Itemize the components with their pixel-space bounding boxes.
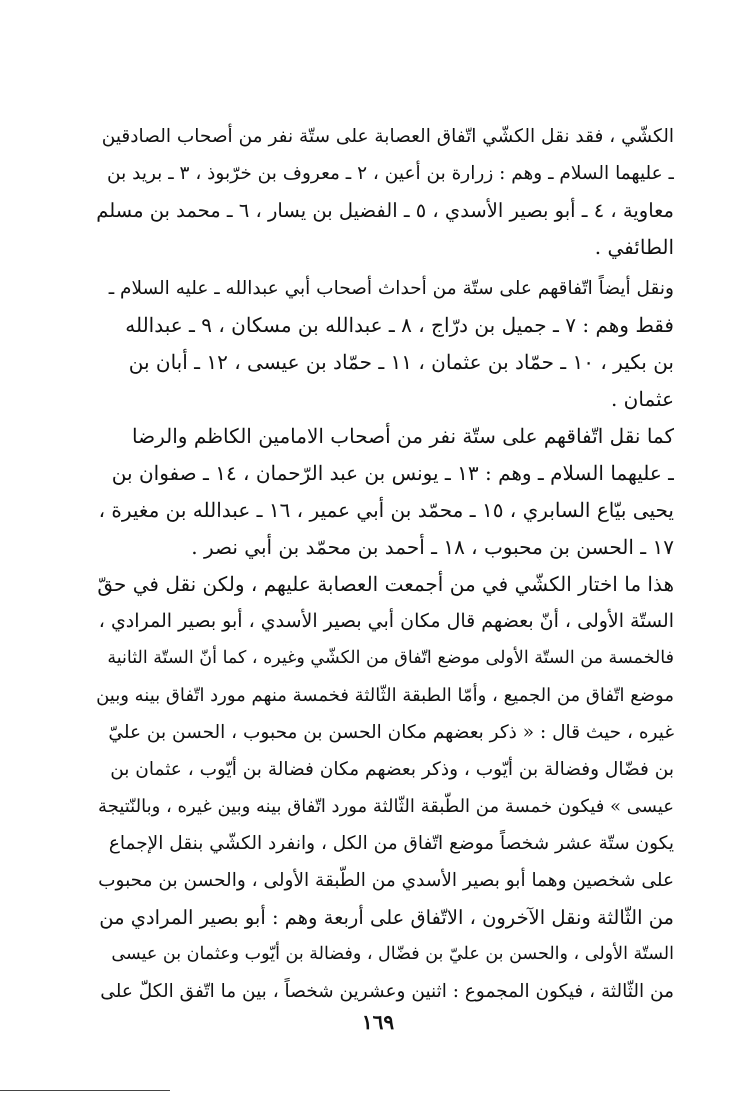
text-line: الكشّي ، فقد نقل الكشّي اتّفاق العصابة على ستّة نفر من أصحاب الصادقين	[101, 126, 674, 147]
text-line: معاوية ، ٤ ـ أبو بصير الأسدي ، ٥ ـ الفضيل بن يسار ، ٦ ـ محمد بن مسلم	[96, 199, 674, 222]
text-line: هذا ما اختار الكشّي في من أجمعت العصابة عليهم ، ولكن نقل في حقّ	[97, 572, 674, 596]
text-line: من الثّالثة ونقل الآخرون ، الاتّفاق على أربعة وهم : أبو بصير المرادي من	[99, 906, 674, 929]
bottom-edge-rule	[0, 1090, 170, 1091]
text-line: عثمان .	[610, 387, 674, 411]
text-line: يحيى بيّاع السابري ، ١٥ ـ محمّد بن أبي عمير ، ١٦ ـ عبدالله بن مغيرة ،	[98, 498, 674, 522]
text-line: الطائفي .	[594, 235, 674, 259]
text-line: الستّة الأولى ، والحسن بن عليّ بن فضّال ، وفضالة بن أيّوب وعثمان بن عيسى	[111, 944, 674, 964]
text-line: غيره ، حيث قال : « ذكر بعضهم مكان الحسن بن محبوب ، الحسن بن عليّ	[108, 722, 674, 743]
text-line: فالخمسة من الستّة الأولى موضع اتّفاق من الكشّي وغيره ، كما أنّ الستّة الثانية	[107, 648, 674, 668]
page-number: ١٦٩	[361, 1010, 395, 1034]
text-line: بن بكير ، ١٠ ـ حمّاد بن عثمان ، ١١ ـ حمّاد بن عيسى ، ١٢ ـ أبان بن	[128, 350, 674, 374]
paragraph-second-group	[96, 270, 674, 418]
text-line: الستّة الأولى ، أنّ بعضهم قال مكان أبي بصير الأسدي ، أبو بصير المرادي ،	[98, 610, 674, 632]
text-line: عيسى » فيكون خمسة من الطّبقة الثّالثة مورد اتّفاق بينه وبين غيره ، وبالنّتيجة	[98, 796, 674, 817]
text-line: ـ عليهما السلام ـ وهم : زرارة بن أعين ، ٢ ـ معروف بن خرّبوذ ، ٣ ـ بريد بن	[107, 163, 674, 184]
paragraph-kashshi-first-group	[96, 118, 674, 266]
text-line: فقط وهم : ٧ ـ جميل بن درّاج ، ٨ ـ عبدالله بن مسكان ، ٩ ـ عبدالله	[125, 313, 674, 337]
text-line: بن فضّال وفضالة بن أيّوب ، وذكر بعضهم مكان فضالة بن أيّوب ، عثمان بن	[110, 759, 674, 780]
paragraph-third-group	[96, 418, 674, 566]
text-line: كما نقل اتّفاقهم على ستّة نفر من أصحاب الامامين الكاظم والرضا	[132, 424, 674, 448]
text-line: موضع اتّفاق من الجميع ، وأمّا الطبقة الثّالثة فخمسة منهم مورد اتّفاق بينه وبين	[96, 685, 674, 706]
text-line: على شخصين وهما أبو بصير الأسدي من الطّبقة الأولى ، والحسن بن محبوب	[98, 870, 674, 891]
text-line: ١٧ ـ الحسن بن محبوب ، ١٨ ـ أحمد بن محمّد بن أبي نصر .	[191, 535, 674, 559]
text-line: ونقل أيضاً اتّفاقهم على ستّة من أحداث أصحاب أبي عبدالله ـ عليه السلام ـ	[108, 278, 674, 299]
text-line: يكون ستّة عشر شخصاً موضع اتّفاق من الكل ، وانفرد الكشّي بنقل الإجماع	[108, 833, 674, 854]
text-line: من الثّالثة ، فيكون المجموع : اثنين وعشرين شخصاً ، بين ما اتّفق الكلّ على	[100, 981, 674, 1002]
paragraph-discussion	[96, 566, 674, 1010]
text-line: ـ عليهما السلام ـ وهم : ١٣ ـ يونس بن عبد الرّحمان ، ١٤ ـ صفوان بن	[111, 461, 674, 485]
